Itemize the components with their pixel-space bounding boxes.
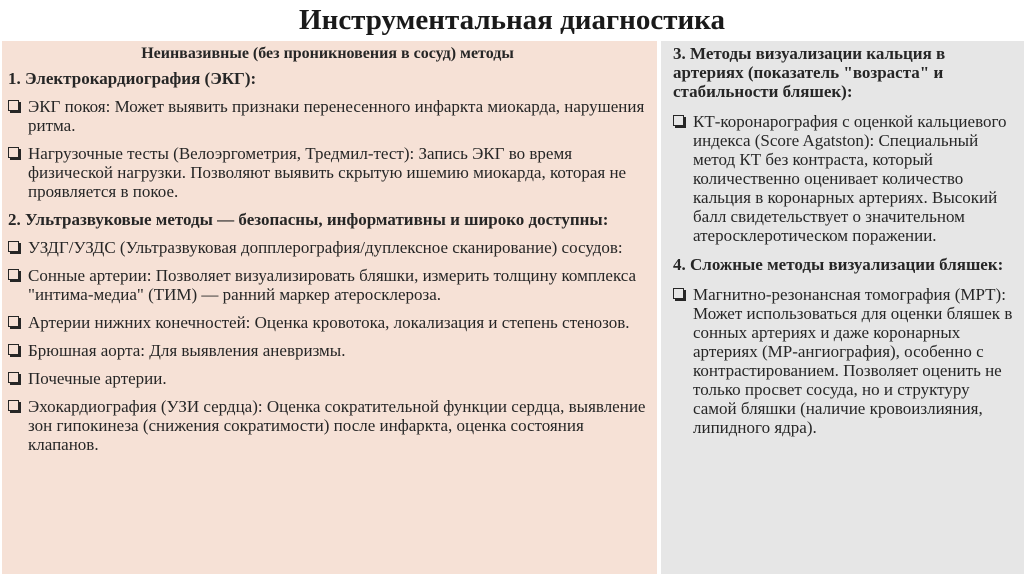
section-heading-calcium: 3. Методы визуализации кальция в артериях (показатель "возраста" и стабильности бляшек): [673, 44, 946, 101]
list-item [669, 285, 1016, 437]
checkbox-bullet-icon [673, 288, 684, 299]
list-item-text: Нагрузочные тесты (Велоэргометрия, Тредмил-тест): Запись ЭКГ во время физической нагрузки. Позволяют выявить скрытую ишемию миокарда, которая не проявляется в покое. [28, 144, 627, 201]
checkbox-bullet-icon [8, 372, 19, 383]
checkbox-bullet-icon [8, 147, 19, 158]
list-item [8, 313, 647, 332]
checkbox-bullet-icon [8, 100, 19, 111]
left-column [2, 41, 657, 574]
list-item-text: Почечные артерии. [28, 369, 167, 388]
list-item [8, 369, 647, 388]
checkbox-bullet-icon [8, 344, 19, 355]
left-column-header: Неинвазивные (без проникновения в сосуд) методы [141, 45, 514, 62]
list-item-text: Магнитно-резонансная томография (МРТ): Может использоваться для оценки бляшек в сонных артериях и даже коронарных артериях (МР-ангиография), особенно с контрастированием. Позволяет оценить не только просвет сосуда, но и структуру самой бляшки (наличие кровоизлияния, липидного ядра). [693, 285, 1013, 437]
list-item [8, 341, 647, 360]
list-item [8, 97, 647, 135]
section-heading-ecg: 1. Электрокардиография (ЭКГ): [8, 69, 257, 88]
checkbox-bullet-icon [8, 269, 19, 280]
list-item [8, 144, 647, 201]
list-item-text: КТ-коронарография с оценкой кальциевого индекса (Score Agatston): Специальный метод КТ без контраста, который количественно оценивает количество кальция в коронарных артериях. Высокий балл свидетельствует о значительном атеросклеротическом поражении. [693, 112, 1007, 245]
list-item-text: Артерии нижних конечностей: Оценка кровотока, локализация и степень стенозов. [28, 313, 630, 332]
list-item [669, 112, 1016, 245]
slide-title: Инструментальная диагностика [299, 4, 725, 36]
list-item-text: УЗДГ/УЗДС (Ультразвуковая допплерография/дуплексное сканирование) сосудов: [28, 238, 623, 257]
list-item-text: Эхокардиография (УЗИ сердца): Оценка сократительной функции сердца, выявление зон гипокинеза (снижения сократимости) после инфаркта, оценка состояния клапанов. [28, 397, 646, 454]
list-item-text: Брюшная аорта: Для выявления аневризмы. [28, 341, 346, 360]
list-item-text: Сонные артерии: Позволяет визуализировать бляшки, измерить толщину комплекса "интима-медиа" (ТИМ) — ранний маркер атеросклероза. [28, 266, 637, 304]
checkbox-bullet-icon [8, 241, 19, 252]
section-heading-complex-imaging: 4. Сложные методы визуализации бляшек: [673, 255, 1004, 274]
checkbox-bullet-icon [8, 316, 19, 327]
checkbox-bullet-icon [8, 400, 19, 411]
list-item [8, 397, 647, 454]
section-heading-ultrasound: 2. Ультразвуковые методы — безопасны, информативны и широко доступны: [8, 210, 609, 229]
checkbox-bullet-icon [673, 115, 684, 126]
list-item [8, 238, 647, 257]
right-column [661, 41, 1024, 574]
list-item-text: ЭКГ покоя: Может выявить признаки перенесенного инфаркта миокарда, нарушения ритма. [28, 97, 645, 135]
list-item [8, 266, 647, 304]
